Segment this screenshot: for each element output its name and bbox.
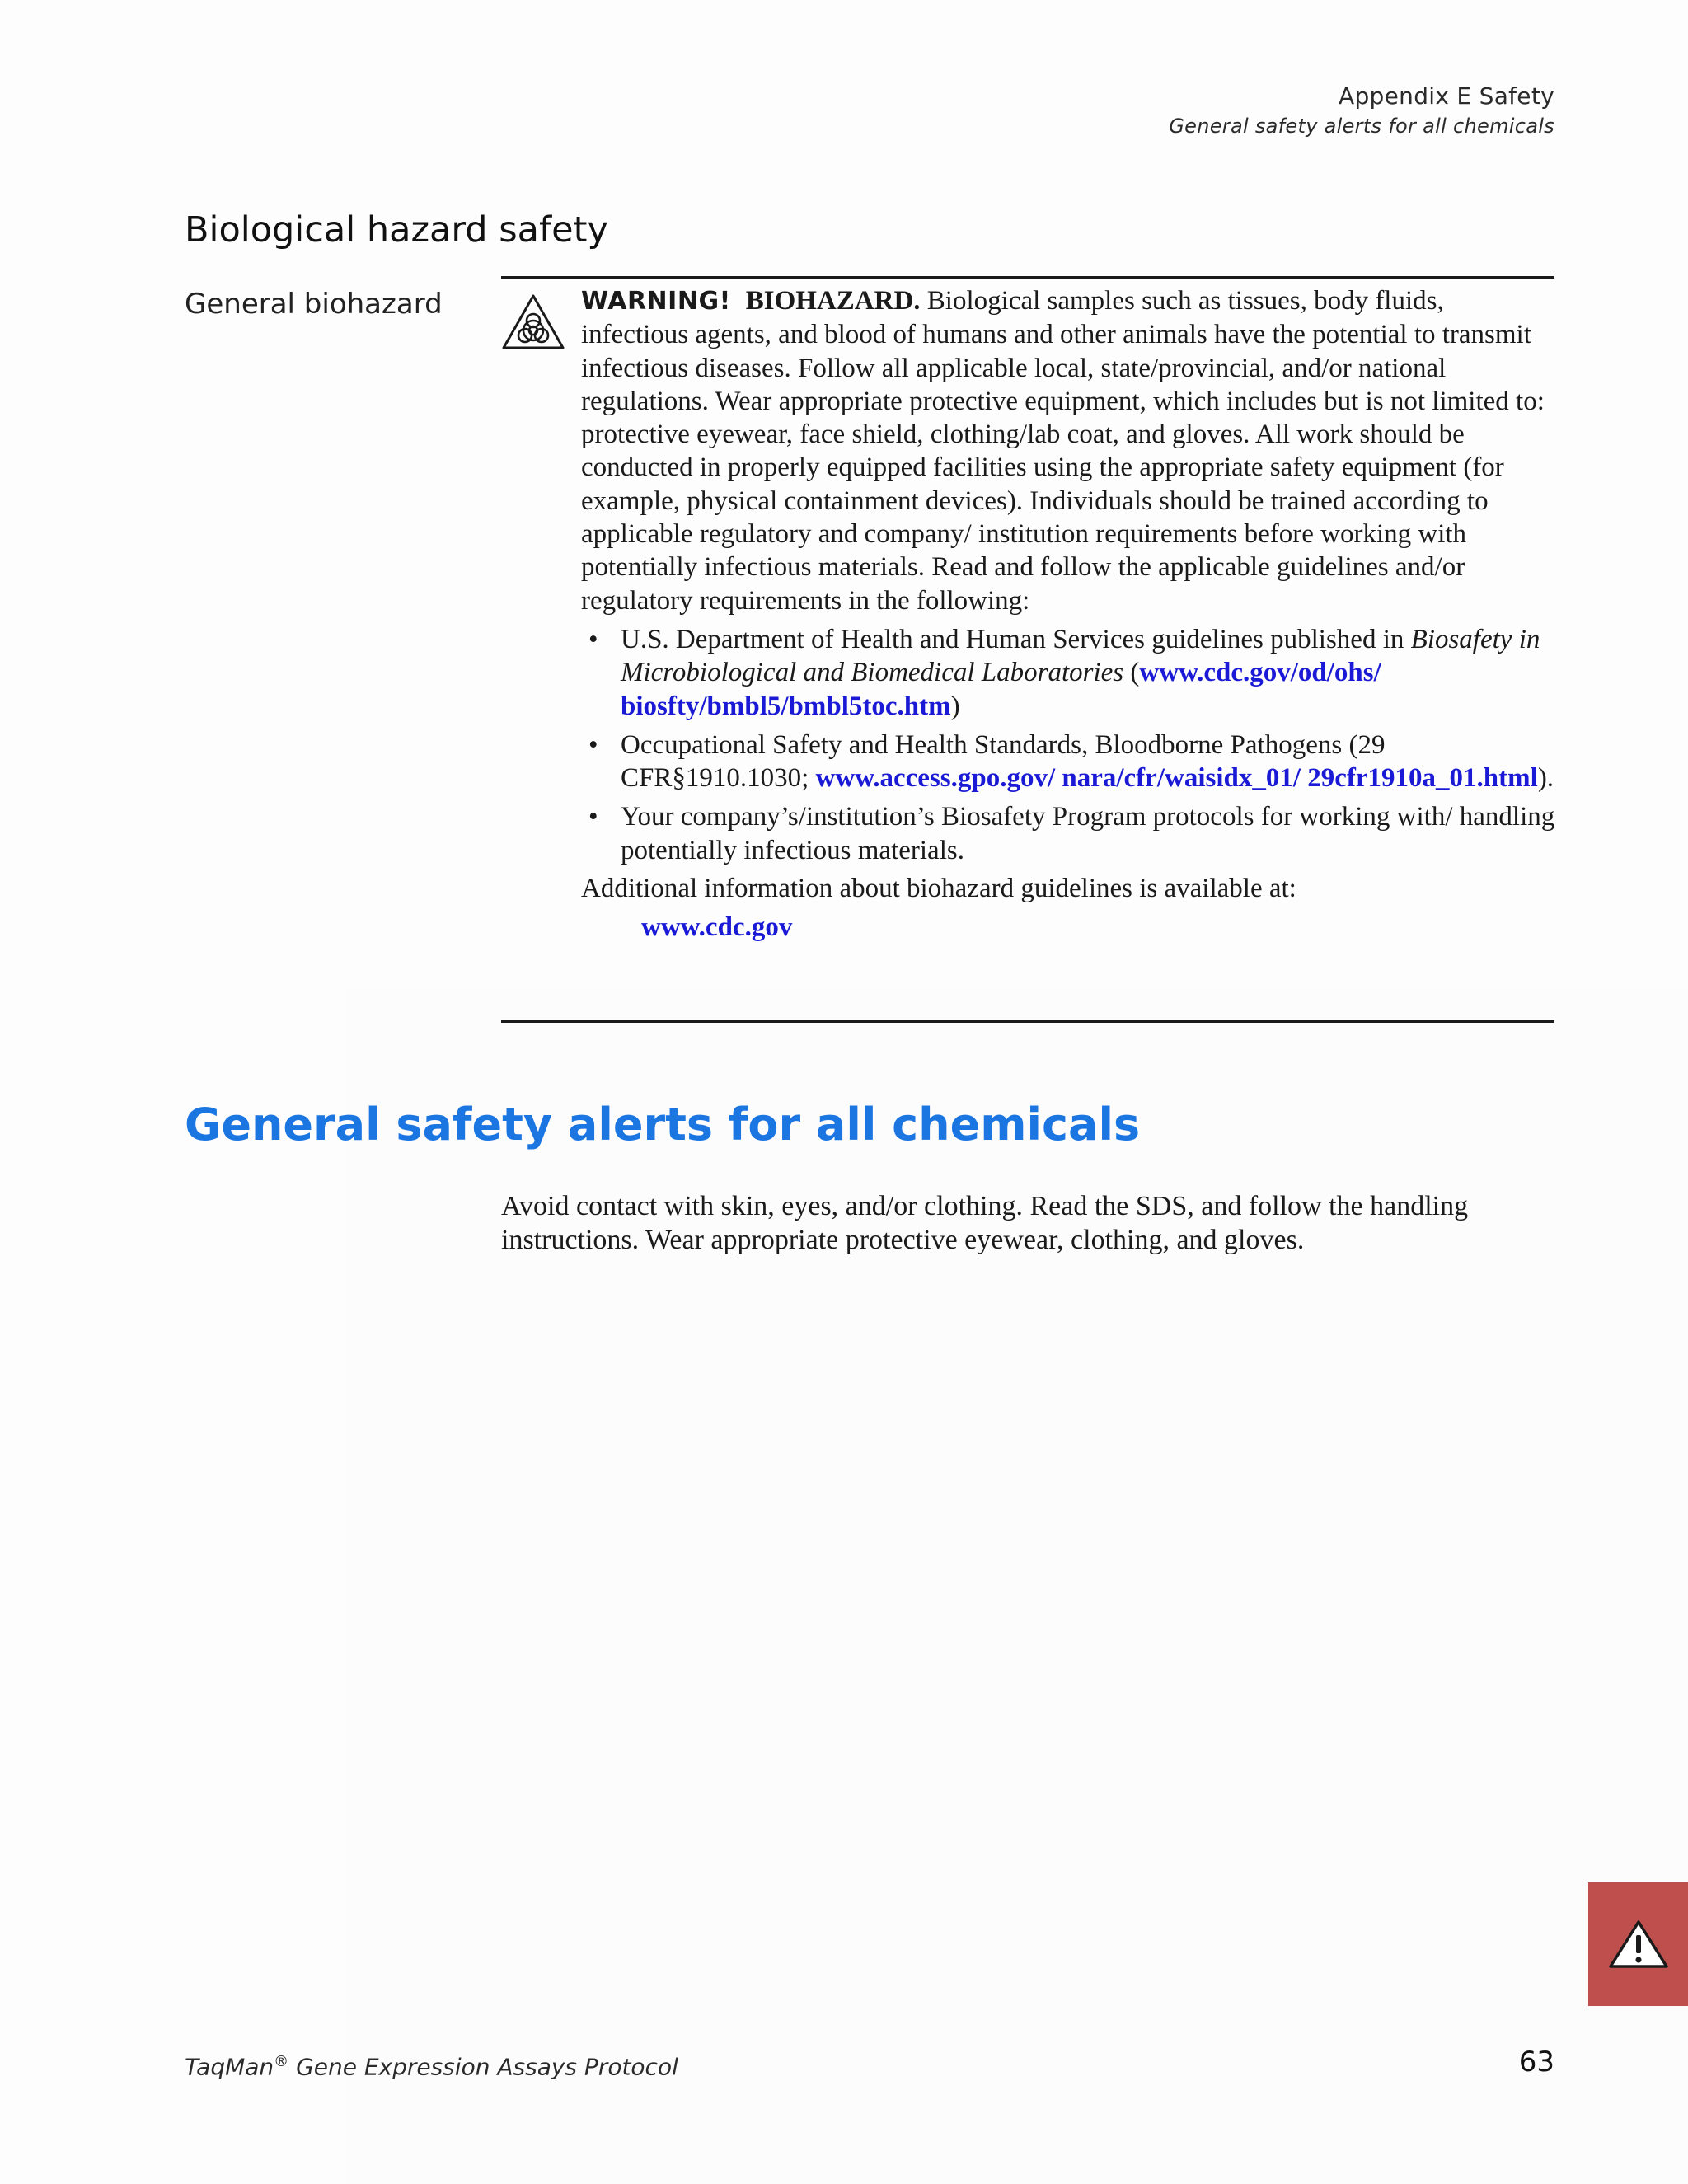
guidelines-list [581, 623, 1558, 867]
bmbl-link[interactable]: www.cdc.gov/od/ohs/ biosfty/bmbl5/bmbl5toc.htm [621, 658, 1381, 721]
list-item-text: Occupational Safety and Health Standards, Bloodborne Pathogens (29 CFR§1910.1030; [621, 729, 1386, 794]
list-item-text: ) [950, 691, 960, 721]
cfr-link[interactable]: www.access.gpo.gov/ nara/cfr/waisidx_01/ 29cfr1910a_01.html [815, 763, 1538, 794]
list-item-text: ). [1537, 763, 1554, 794]
warning-top-rule [501, 276, 1554, 279]
list-item-text: U.S. Department of Health and Human Services guidelines published in [621, 624, 1411, 654]
biohazard-warning [581, 284, 1558, 944]
general-biohazard-label: General biohazard [185, 288, 443, 321]
additional-info-text: Additional information about biohazard guidelines is available at: [581, 874, 1296, 904]
footer-document-title [185, 2046, 678, 2083]
signal-word: WARNING! [581, 287, 731, 316]
bullet: • [588, 624, 598, 654]
running-head-section: General safety alerts for all chemicals [1169, 115, 1554, 138]
book-title: Biosafety in Microbiological and Biomedical Laboratories [621, 624, 1540, 688]
running-head [1169, 81, 1554, 140]
cdc-link[interactable]: www.cdc.gov [641, 912, 793, 943]
biohazard-warning-icon [501, 293, 565, 351]
bullet: • [588, 729, 598, 760]
biological-hazard-heading: Biological hazard safety [185, 209, 608, 251]
safety-chapter-tab[interactable] [1588, 1882, 1688, 2006]
list-item-text: Your company’s/institution’s Biosafety Program protocols for working with/ handling potentially infectious materials. [621, 802, 1555, 865]
warning-bottom-rule [501, 1020, 1554, 1023]
registered-mark: ® [274, 2053, 289, 2070]
footer-product: TaqMan [185, 2053, 274, 2081]
page-number: 63 [1518, 2046, 1554, 2079]
footer-title-text: Gene Expression Assays Protocol [288, 2053, 678, 2081]
bullet: • [588, 802, 598, 832]
warning-triangle-icon [1607, 1919, 1670, 1970]
hazard-word: BIOHAZARD. [745, 286, 921, 316]
running-head-chapter: Appendix E Safety [1339, 82, 1554, 110]
page-background [346, 989, 1688, 2184]
warning-text: Biological samples such as tissues, body fluids, infectious agents, and blood of humans and other animals have the potential to transmit infectious diseases. Follow all applicable local, state/provincial, and/or national regulations. Wear appropriate protective equipment, which includes but is not limited to: protective eyewear, face shield, clothing/lab coat, and gloves. All work should be conducted in properly equipped facilities using the appropriate safety equipment (for example, physical containment devices). Individuals should be trained according to applicable regulatory and company/ institution requirements before working with potentially infectious materials. Read and follow the applicable guidelines and/or regulatory requirements in the following: [581, 286, 1545, 616]
list-item [581, 800, 1558, 867]
list-item [581, 729, 1558, 795]
chemical-safety-text: Avoid contact with skin, eyes, and/or clothing. Read the SDS, and follow the handling instructions. Wear appropriate protective eyewear, clothing, and gloves. [501, 1191, 1469, 1255]
list-item [581, 623, 1558, 723]
list-item-text: ( [1123, 658, 1140, 688]
warning-paragraph [581, 284, 1558, 617]
chemical-safety-heading: General safety alerts for all chemicals [185, 1099, 1141, 1151]
